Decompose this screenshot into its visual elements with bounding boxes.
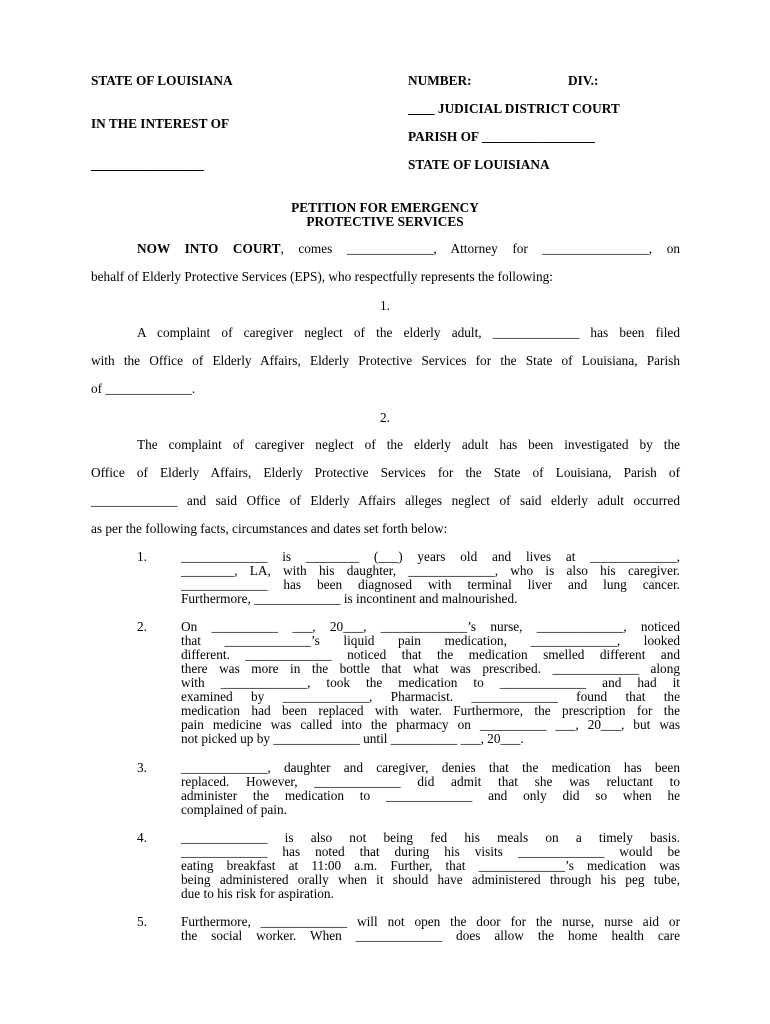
fact-line: replaced. However, _____________ did admit that she was reluctant to	[181, 774, 680, 789]
fact-2-number: 2.	[137, 619, 147, 634]
section-1-line: of _____________.	[91, 381, 196, 396]
name-blank: _________________	[91, 157, 205, 172]
interest-of: IN THE INTEREST OF	[91, 116, 230, 131]
fact-line: different. _____________ noticed that the medication smelled different and	[181, 647, 680, 662]
section-2-line: Office of Elderly Affairs, Elderly Protective Services for the State of Louisiana, Parish of	[91, 465, 680, 480]
fact-line: due to his risk for aspiration.	[181, 886, 334, 901]
section-1-line: A complaint of caregiver neglect of the elderly adult, _____________ has been filed	[137, 325, 680, 340]
fact-line: the social worker. When _____________ does allow the home health care	[181, 928, 680, 943]
fact-line: Furthermore, _____________ is incontinent and malnourished.	[181, 591, 518, 606]
fact-line: _____________ is ________ (___) years old and lives at _____________,	[181, 549, 680, 564]
parish-line: PARISH OF _________________	[408, 129, 595, 144]
fact-line: _____________ has noted that during his visits _____________ would be	[181, 844, 680, 859]
now-into-court: NOW INTO COURT	[137, 241, 281, 256]
title-line-2: PROTECTIVE SERVICES	[306, 214, 464, 229]
fact-line: Furthermore, _____________ will not open the door for the nurse, nurse aid or	[181, 914, 680, 929]
fact-line: with _____________, took the medication to _____________ and had it	[181, 675, 680, 690]
fact-line: not picked up by _____________ until __________ ___, 20___.	[181, 731, 524, 746]
fact-line: _____________, daughter and caregiver, denies that the medication has been	[181, 760, 680, 775]
fact-4	[181, 831, 680, 901]
fact-line: examined by _____________, Pharmacist. _____________ found that the	[181, 689, 680, 704]
section-2-line: _____________ and said Office of Elderly Affairs alleges neglect of said elderly adult occurred	[91, 493, 680, 508]
fact-line: eating breakfast at 11:00 a.m. Further, that _____________’s medication was	[181, 858, 680, 873]
fact-4-number: 4.	[137, 830, 147, 845]
section-1-line: with the Office of Elderly Affairs, Elderly Protective Services for the State of Louisiana, Parish	[91, 353, 680, 368]
fact-line: that _____________’s liquid pain medication, _____________, looked	[181, 633, 680, 648]
fact-3-number: 3.	[137, 760, 147, 775]
fact-line: _____________ has been diagnosed with terminal liver and lung cancer.	[181, 577, 680, 592]
section-2-line: as per the following facts, circumstances and dates set forth below:	[91, 521, 448, 536]
state-left: STATE OF LOUISIANA	[91, 73, 233, 88]
section-2-line: The complaint of caregiver neglect of the elderly adult has been investigated by the	[137, 437, 680, 452]
fact-5	[181, 915, 680, 943]
state-right: STATE OF LOUISIANA	[408, 157, 550, 172]
intro-line-1	[137, 241, 680, 257]
section-1-number: 1.	[380, 298, 390, 313]
fact-line: medication had been replaced with water. Furthermore, the prescription for the	[181, 703, 680, 718]
fact-3	[181, 761, 680, 817]
div-label: DIV.:	[568, 73, 599, 88]
fact-line: _____________ is also not being fed his meals on a timely basis.	[181, 830, 680, 845]
intro-line-2: behalf of Elderly Protective Services (EPS), who respectfully represents the following:	[91, 269, 553, 284]
fact-line: ________, LA, with his daughter, _____________, who is also his caregiver.	[181, 563, 680, 578]
title-line-1: PETITION FOR EMERGENCY	[291, 200, 479, 215]
fact-2	[181, 620, 680, 746]
fact-line: there was more in the bottle that what was prescribed. _____________ along	[181, 661, 680, 676]
fact-line: On __________ ___, 20___, _____________’s nurse, _____________, noticed	[181, 619, 680, 634]
fact-line: pain medicine was called into the pharmacy on __________ ___, 20___, but was	[181, 717, 680, 732]
fact-line: administer the medication to _____________ and only did so when he	[181, 788, 680, 803]
fact-line: being administered orally when it should have administered through his peg tube,	[181, 872, 680, 887]
fact-1	[181, 550, 680, 606]
section-2-number: 2.	[380, 410, 390, 425]
fact-1-number: 1.	[137, 549, 147, 564]
court-line: ____ JUDICIAL DISTRICT COURT	[408, 101, 620, 116]
intro-line-1-rest: , comes _____________, Attorney for ________________, on	[280, 241, 681, 256]
fact-line: complained of pain.	[181, 802, 287, 817]
fact-5-number: 5.	[137, 914, 147, 929]
number-label: NUMBER:	[408, 73, 472, 88]
